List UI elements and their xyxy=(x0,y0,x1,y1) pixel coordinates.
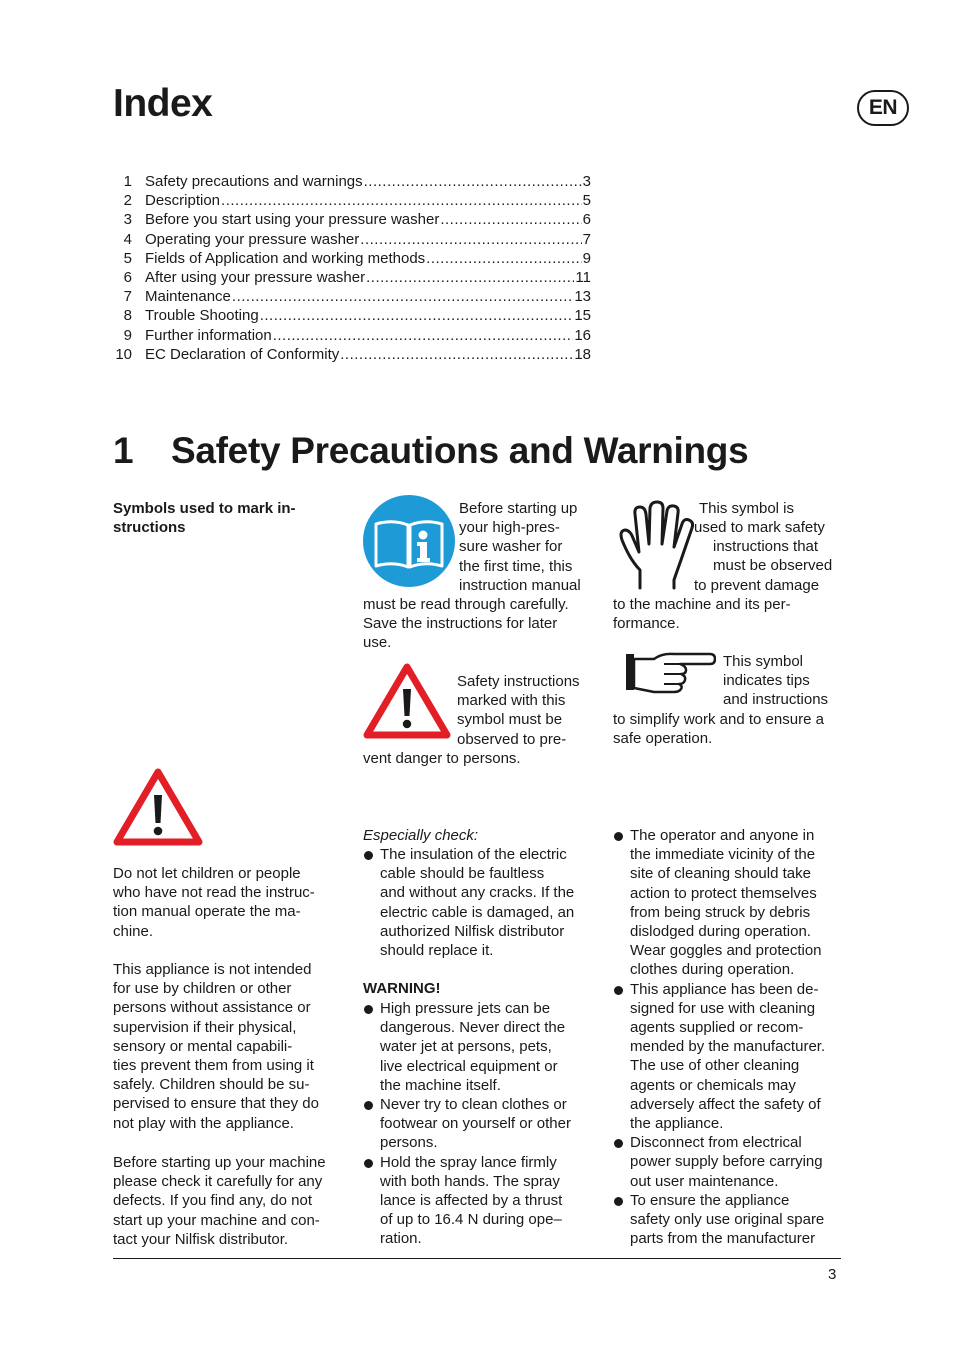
manual-symbol-text-top xyxy=(459,499,581,595)
toc-title: Operating your pressure washer xyxy=(145,230,360,248)
warning-symbol-text-bottom xyxy=(363,749,521,768)
text-line: Disconnect from electrical xyxy=(630,1134,802,1152)
text-line: to prevent damage xyxy=(694,577,820,594)
text-line: safety only use original spare xyxy=(630,1211,825,1229)
toc-entry[interactable] xyxy=(113,249,591,268)
text-line: start up your machine and con- xyxy=(113,1211,320,1229)
text-line: the first time, this xyxy=(459,557,573,575)
toc-page: 11 xyxy=(575,268,591,286)
stop-hand-icon xyxy=(618,500,700,592)
toc-leader-dots xyxy=(360,230,581,249)
toc-leader-dots xyxy=(260,306,574,325)
section-heading xyxy=(113,430,748,472)
text-line: chine. xyxy=(113,922,154,940)
text-line: sensory or mental capabili- xyxy=(113,1037,293,1055)
text-line: The operator and anyone in xyxy=(630,827,815,844)
toc-page: 9 xyxy=(582,249,591,267)
pointing-hand-icon xyxy=(624,650,716,694)
text-line: Do not let children or people xyxy=(113,865,301,882)
text-line: use. xyxy=(363,634,392,652)
text-line: site of cleaning should take xyxy=(630,865,811,883)
toc-leader-dots xyxy=(440,210,581,229)
toc-title: After using your pressure washer xyxy=(145,268,366,286)
toc-leader-dots xyxy=(221,191,582,210)
toc-number: 1 xyxy=(123,173,132,190)
symbols-heading xyxy=(113,499,296,537)
text-line: the machine itself. xyxy=(380,1076,501,1094)
text-line: symbol must be xyxy=(457,711,563,729)
hand-symbol-line5 xyxy=(694,576,819,595)
text-line: must be observed xyxy=(713,557,833,575)
text-line: the immediate vicinity of the xyxy=(630,846,816,864)
toc-leader-dots xyxy=(426,249,581,268)
text-line: Never try to clean clothes or xyxy=(380,1096,567,1114)
defect-check-paragraph xyxy=(113,1153,326,1249)
text-line: Before starting up your machine xyxy=(113,1154,326,1171)
hand-symbol-line1 xyxy=(699,499,794,518)
text-line: adversely affect the safety of xyxy=(630,1095,821,1113)
text-line: ration. xyxy=(380,1230,422,1248)
text-line: of up to 16.4 N during ope– xyxy=(380,1211,562,1229)
bullet-item xyxy=(613,826,848,980)
children-warning-paragraph xyxy=(113,864,315,941)
toc-number: 3 xyxy=(123,211,132,229)
text-line: for use by children or other xyxy=(113,980,292,998)
section-number: 1 xyxy=(113,430,134,471)
table-of-contents xyxy=(113,172,591,364)
especially-check-label: Especially check: xyxy=(363,827,479,844)
text-line: with both hands. The spray xyxy=(380,1172,560,1190)
toc-title: Safety precautions and warnings xyxy=(145,173,363,190)
toc-title: Further information xyxy=(145,326,272,344)
text-line: mended by the manufacturer. xyxy=(630,1038,826,1056)
text-line: to the machine and its per- xyxy=(613,596,791,613)
text-line: Before starting up xyxy=(459,500,578,517)
text-line: tact your Nilfisk distributor. xyxy=(113,1230,289,1248)
text-line: vent danger to persons. xyxy=(363,750,521,767)
text-line: observed to pre- xyxy=(457,730,567,748)
text-line: structions xyxy=(113,519,186,537)
text-line: Safety instructions xyxy=(457,673,580,690)
text-line: This symbol xyxy=(723,653,804,670)
bullet-item xyxy=(363,1095,598,1153)
toc-page: 6 xyxy=(582,211,591,229)
text-line: agents supplied or recom- xyxy=(630,1019,804,1037)
large-warning-triangle-icon xyxy=(112,767,204,847)
toc-title: Before you start using your pressure washer xyxy=(145,211,440,229)
text-line: instructions that xyxy=(713,538,819,555)
toc-entry[interactable] xyxy=(113,326,591,345)
text-line: supervision if their physical, xyxy=(113,1018,297,1036)
text-line: This appliance is not intended xyxy=(113,961,312,978)
text-line: out user maintenance. xyxy=(630,1172,779,1190)
section-title: Safety Precautions and Warnings xyxy=(171,430,749,471)
check-list xyxy=(363,845,598,960)
bullet-item xyxy=(613,980,848,1134)
text-line: live electrical equipment or xyxy=(380,1057,558,1075)
toc-entry[interactable] xyxy=(113,268,591,287)
bullet-item xyxy=(613,1133,848,1191)
warning-symbol-text-top xyxy=(457,672,580,749)
bullet-item xyxy=(613,1191,848,1249)
text-line: and without any cracks. If the xyxy=(380,884,575,902)
text-line: To ensure the appliance xyxy=(630,1191,790,1209)
text-line: water jet at persons, pets, xyxy=(380,1038,552,1056)
text-line: Hold the spray lance firmly xyxy=(380,1153,557,1171)
text-line: instruction manual xyxy=(459,576,581,594)
toc-number: 5 xyxy=(123,249,132,267)
hand-symbol-line3-4 xyxy=(713,537,832,575)
text-line: safely. Children should be su- xyxy=(113,1076,310,1094)
bullet-item xyxy=(363,845,598,960)
toc-number: 4 xyxy=(123,230,132,248)
toc-leader-dots xyxy=(364,172,582,191)
toc-number: 10 xyxy=(115,345,132,363)
toc-leader-dots xyxy=(273,326,574,345)
text-line: This appliance has been de- xyxy=(630,980,819,998)
text-line: signed for use with cleaning xyxy=(630,999,816,1017)
toc-number: 6 xyxy=(123,268,132,286)
toc-entry[interactable] xyxy=(113,287,591,306)
text-line: must be read through carefully. xyxy=(363,596,569,613)
toc-title: Trouble Shooting xyxy=(145,307,259,325)
toc-title: Description xyxy=(145,192,221,210)
toc-entry[interactable] xyxy=(113,191,591,210)
toc-page: 13 xyxy=(574,288,591,306)
toc-entry[interactable] xyxy=(113,345,591,364)
text-line: power supply before carrying xyxy=(630,1153,823,1171)
toc-title: Fields of Application and working methods xyxy=(145,249,426,267)
text-line: parts from the manufacturer xyxy=(630,1230,816,1248)
toc-page: 15 xyxy=(574,307,591,325)
warning-label: WARNING! xyxy=(363,980,441,997)
text-line: the appliance. xyxy=(630,1115,724,1133)
text-line: High pressure jets can be xyxy=(380,1000,551,1017)
toc-leader-dots xyxy=(366,268,574,287)
pointer-symbol-text-bottom xyxy=(613,710,824,748)
text-line: from being struck by debris xyxy=(630,903,811,921)
footer-rule xyxy=(113,1258,841,1259)
toc-number: 9 xyxy=(123,326,132,344)
toc-number: 8 xyxy=(123,307,132,325)
text-line: clothes during operation. xyxy=(630,961,795,979)
warning-triangle-icon xyxy=(362,662,452,740)
toc-entry[interactable] xyxy=(113,306,591,325)
warning-list xyxy=(363,999,598,1249)
text-line: to simplify work and to ensure a xyxy=(613,711,824,728)
text-line: and instructions xyxy=(723,691,829,709)
text-line: lance is affected by a thrust xyxy=(380,1192,563,1210)
text-line: your high-pres- xyxy=(459,519,560,537)
manual-symbol-text-bottom xyxy=(363,595,569,653)
text-line: used to mark safety xyxy=(694,519,825,536)
hand-symbol-text-bottom xyxy=(613,595,791,633)
toc-page: 3 xyxy=(582,173,591,190)
appliance-use-paragraph xyxy=(113,960,319,1133)
toc-page: 5 xyxy=(582,192,591,210)
text-line: The use of other cleaning xyxy=(630,1057,800,1075)
text-line: Symbols used to mark in- xyxy=(113,500,296,517)
text-line: should replace it. xyxy=(380,942,494,960)
text-line: Save the instructions for later xyxy=(363,615,558,633)
text-line: persons. xyxy=(380,1134,438,1152)
text-line: persons without assistance or xyxy=(113,999,311,1017)
text-line: marked with this xyxy=(457,692,566,710)
text-line: not play with the appliance. xyxy=(113,1114,294,1132)
info-manual-icon xyxy=(362,494,456,588)
text-line: indicates tips xyxy=(723,672,810,690)
pointer-symbol-text-top xyxy=(723,652,828,710)
text-line: footwear on yourself or other xyxy=(380,1115,571,1133)
text-line: pervised to ensure that they do xyxy=(113,1095,319,1113)
toc-title: Maintenance xyxy=(145,288,231,306)
text-line: dangerous. Never direct the xyxy=(380,1019,566,1037)
bullet-item xyxy=(363,1153,598,1249)
hand-symbol-line2 xyxy=(694,518,825,537)
page-title: Index xyxy=(113,82,213,125)
text-line: authorized Nilfisk distributor xyxy=(380,922,565,940)
text-line: tion manual operate the ma- xyxy=(113,903,301,921)
toc-number: 2 xyxy=(123,192,132,210)
toc-number: 7 xyxy=(123,288,132,306)
toc-leader-dots xyxy=(232,287,573,306)
text-line: formance. xyxy=(613,615,680,633)
text-line: defects. If you find any, do not xyxy=(113,1192,313,1210)
toc-title: EC Declaration of Conformity xyxy=(145,345,340,363)
safety-list xyxy=(613,826,848,1248)
page-number: 3 xyxy=(828,1266,837,1283)
text-line: cable should be faultless xyxy=(380,865,545,883)
toc-leader-dots xyxy=(340,345,573,364)
toc-page: 16 xyxy=(574,326,591,344)
text-line: The insulation of the electric xyxy=(380,846,567,863)
toc-page: 18 xyxy=(574,345,591,363)
toc-page: 7 xyxy=(582,230,591,248)
text-line: sure washer for xyxy=(459,538,563,556)
text-line: Wear goggles and protection xyxy=(630,942,822,960)
text-line: dislodged during operation. xyxy=(630,923,811,941)
toc-entry[interactable] xyxy=(113,230,591,249)
bullet-item xyxy=(363,999,598,1095)
toc-entry[interactable] xyxy=(113,172,591,191)
text-line: action to protect themselves xyxy=(630,884,817,902)
text-line: agents or chemicals may xyxy=(630,1076,796,1094)
text-line: This symbol is xyxy=(699,500,795,517)
text-line: ties prevent them from using it xyxy=(113,1057,314,1075)
language-badge: EN xyxy=(857,90,909,126)
text-line: electric cable is damaged, an xyxy=(380,903,575,921)
text-line: please check it carefully for any xyxy=(113,1173,323,1191)
toc-entry[interactable] xyxy=(113,210,591,229)
text-line: safe operation. xyxy=(613,730,713,748)
text-line: who have not read the instruc- xyxy=(113,884,315,902)
